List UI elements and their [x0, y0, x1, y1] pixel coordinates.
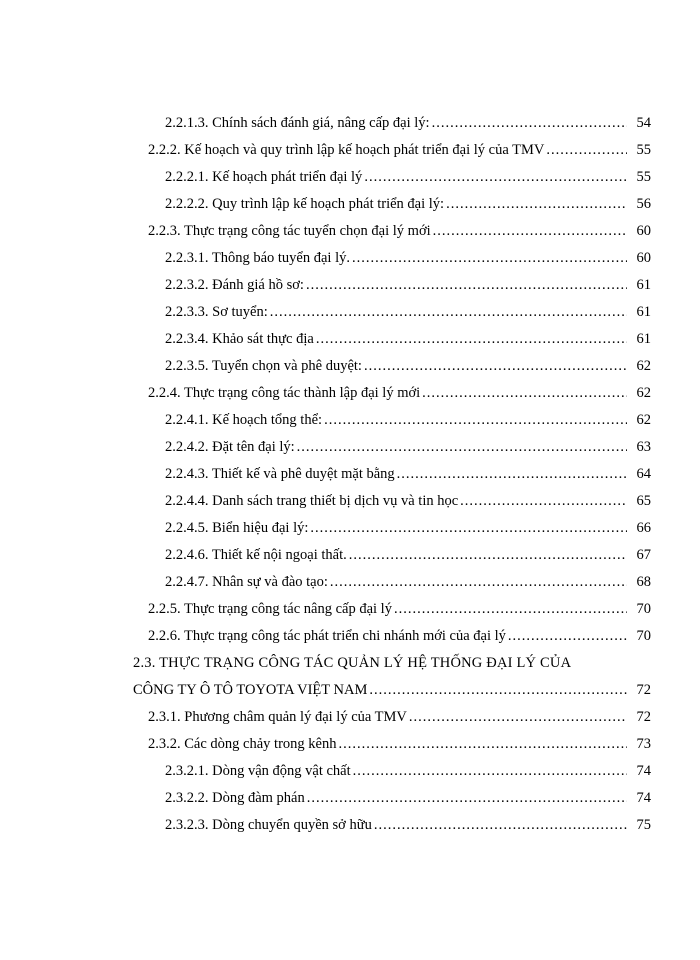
toc-entry-2-2-3-5[interactable]	[165, 353, 651, 380]
toc-entry-2-3-2-3[interactable]	[165, 812, 651, 839]
toc-entry-page: 65	[636, 493, 651, 509]
toc-entry-title: 2.2.4.4. Danh sách trang thiết bị dịch vụ và tin học	[165, 493, 459, 509]
dot-leader	[460, 488, 627, 515]
toc-entry-2-2-4-6[interactable]	[165, 542, 651, 569]
toc-entry-page: 75	[636, 817, 651, 833]
toc-entry-title: 2.2.3.3. Sơ tuyển:	[165, 304, 268, 320]
toc-entry-page: 68	[636, 574, 651, 590]
dot-leader	[316, 326, 627, 353]
toc-entry-title: 2.2.2.1. Kế hoạch phát triển đại lý	[165, 169, 363, 185]
toc-entry-title: 2.2.4.5. Biển hiệu đại lý:	[165, 520, 309, 536]
dot-leader	[330, 569, 627, 596]
toc-entry-2-2-4-7[interactable]	[165, 569, 651, 596]
toc-entry-2-3-2[interactable]	[148, 731, 651, 758]
table-of-contents	[0, 110, 700, 839]
toc-entry-2-2-4[interactable]	[148, 380, 651, 407]
dot-leader	[422, 380, 627, 407]
dot-leader	[374, 812, 627, 839]
toc-entry-2-2-3-3[interactable]	[165, 299, 651, 326]
dot-leader	[338, 731, 627, 758]
dot-leader	[324, 407, 627, 434]
toc-entry-page: 73	[636, 736, 651, 752]
toc-entry-2-2-4-1[interactable]	[165, 407, 651, 434]
toc-entry-title: 2.2.5. Thực trạng công tác nâng cấp đại lý	[148, 601, 392, 617]
toc-entry-title: 2.3.2.2. Dòng đàm phán	[165, 790, 305, 806]
toc-entry-2-2-6[interactable]	[148, 623, 651, 650]
toc-entry-title: 2.2.6. Thực trạng công tác phát triển chi nhánh mới của đại lý	[148, 628, 506, 644]
toc-entry-2-2-2-1[interactable]	[165, 164, 651, 191]
toc-entry-page: 62	[636, 412, 651, 428]
toc-entry-2-2-3-4[interactable]	[165, 326, 651, 353]
toc-entry-page: 61	[636, 331, 651, 347]
toc-entry-title: 2.2.3.5. Tuyển chọn và phê duyệt:	[165, 358, 362, 374]
toc-entry-page: 62	[636, 358, 651, 374]
toc-entry-page: 55	[636, 142, 651, 158]
toc-entry-title: 2.2.4.7. Nhân sự và đào tạo:	[165, 574, 328, 590]
toc-entry-2-2-4-3[interactable]	[165, 461, 651, 488]
dot-leader	[409, 704, 627, 731]
dot-leader	[364, 164, 627, 191]
toc-entry-page: 70	[636, 601, 651, 617]
toc-entry-2-2-3-1[interactable]	[165, 245, 651, 272]
toc-entry-title: 2.2.3.2. Đánh giá hồ sơ:	[165, 277, 304, 293]
toc-entry-page: 66	[636, 520, 651, 536]
dot-leader	[349, 542, 627, 569]
toc-entry-page: 55	[636, 169, 651, 185]
toc-entry-page: 62	[636, 385, 651, 401]
toc-entry-title: 2.2.4. Thực trạng công tác thành lập đại lý mới	[148, 385, 421, 401]
toc-entry-2-2-3[interactable]	[148, 218, 651, 245]
dot-leader	[306, 272, 627, 299]
toc-entry-2-3[interactable]	[133, 650, 651, 704]
toc-entry-2-2-4-4[interactable]	[165, 488, 651, 515]
toc-entry-title: 2.2.3. Thực trạng công tác tuyển chọn đại lý mới	[148, 223, 431, 239]
dot-leader	[353, 758, 627, 785]
toc-entry-title: 2.3.2.3. Dòng chuyển quyền sở hữu	[165, 817, 372, 833]
toc-entry-2-2-4-5[interactable]	[165, 515, 651, 542]
toc-entry-page: 72	[636, 709, 651, 725]
toc-entry-title-line2: CÔNG TY Ô TÔ TOYOTA VIỆT NAM	[133, 682, 368, 698]
dot-leader	[310, 515, 627, 542]
dot-leader	[446, 191, 627, 218]
toc-entry-page: 54	[636, 115, 651, 131]
toc-entry-page: 74	[636, 763, 651, 779]
dot-leader	[397, 461, 627, 488]
toc-entry-page: 56	[636, 196, 651, 212]
dot-leader	[364, 353, 627, 380]
toc-entry-page: 70	[636, 628, 651, 644]
dot-leader	[394, 596, 627, 623]
toc-entry-page: 61	[636, 277, 651, 293]
dot-leader	[546, 137, 627, 164]
toc-entry-2-2-2[interactable]	[148, 137, 651, 164]
toc-entry-page: 61	[636, 304, 651, 320]
toc-entry-page: 60	[636, 223, 651, 239]
toc-entry-title: 2.3.2. Các dòng chảy trong kênh	[148, 736, 337, 752]
dot-leader	[270, 299, 627, 326]
toc-entry-page: 60	[636, 250, 651, 266]
dot-leader	[369, 677, 627, 704]
toc-entry-2-3-2-2[interactable]	[165, 785, 651, 812]
toc-entry-title: 2.2.1.3. Chính sách đánh giá, nâng cấp đại lý:	[165, 115, 430, 131]
toc-entry-2-2-5[interactable]	[148, 596, 651, 623]
toc-entry-title-line2-row	[133, 677, 651, 704]
toc-entry-page: 74	[636, 790, 651, 806]
toc-entry-title-line1: 2.3. THỰC TRẠNG CÔNG TÁC QUẢN LÝ HỆ THỐNG ĐẠI LÝ CỦA	[133, 655, 572, 671]
dot-leader	[433, 218, 627, 245]
dot-leader	[307, 785, 627, 812]
toc-entry-title: 2.2.4.1. Kế hoạch tổng thể:	[165, 412, 323, 428]
toc-entry-2-2-3-2[interactable]	[165, 272, 651, 299]
toc-entry-title: 2.3.1. Phương châm quản lý đại lý của TMV	[148, 709, 407, 725]
dot-leader	[297, 434, 627, 461]
toc-entry-2-2-4-2[interactable]	[165, 434, 651, 461]
toc-entry-title: 2.2.3.1. Thông báo tuyển đại lý.	[165, 250, 350, 266]
toc-entry-2-2-1-3[interactable]	[165, 110, 651, 137]
toc-entry-2-3-2-1[interactable]	[165, 758, 651, 785]
toc-entry-title: 2.3.2.1. Dòng vận động vật chất	[165, 763, 351, 779]
dot-leader	[352, 245, 627, 272]
toc-entry-2-3-1[interactable]	[148, 704, 651, 731]
toc-entry-page: 67	[636, 547, 651, 563]
toc-entry-title: 2.2.4.2. Đặt tên đại lý:	[165, 439, 295, 455]
toc-entry-page: 64	[636, 466, 651, 482]
toc-entry-title: 2.2.4.6. Thiết kế nội ngoại thất.	[165, 547, 347, 563]
toc-entry-page: 63	[636, 439, 651, 455]
toc-entry-title: 2.2.2.2. Quy trình lập kế hoạch phát triển đại lý:	[165, 196, 445, 212]
toc-entry-page: 72	[636, 682, 651, 698]
toc-entry-title: 2.2.2. Kế hoạch và quy trình lập kế hoạch phát triển đại lý của TMV	[148, 142, 545, 158]
toc-entry-title: 2.2.4.3. Thiết kế và phê duyệt mặt bằng	[165, 466, 395, 482]
dot-leader	[508, 623, 627, 650]
toc-entry-title: 2.2.3.4. Khảo sát thực địa	[165, 331, 314, 347]
toc-entry-2-2-2-2[interactable]	[165, 191, 651, 218]
dot-leader	[432, 110, 627, 137]
